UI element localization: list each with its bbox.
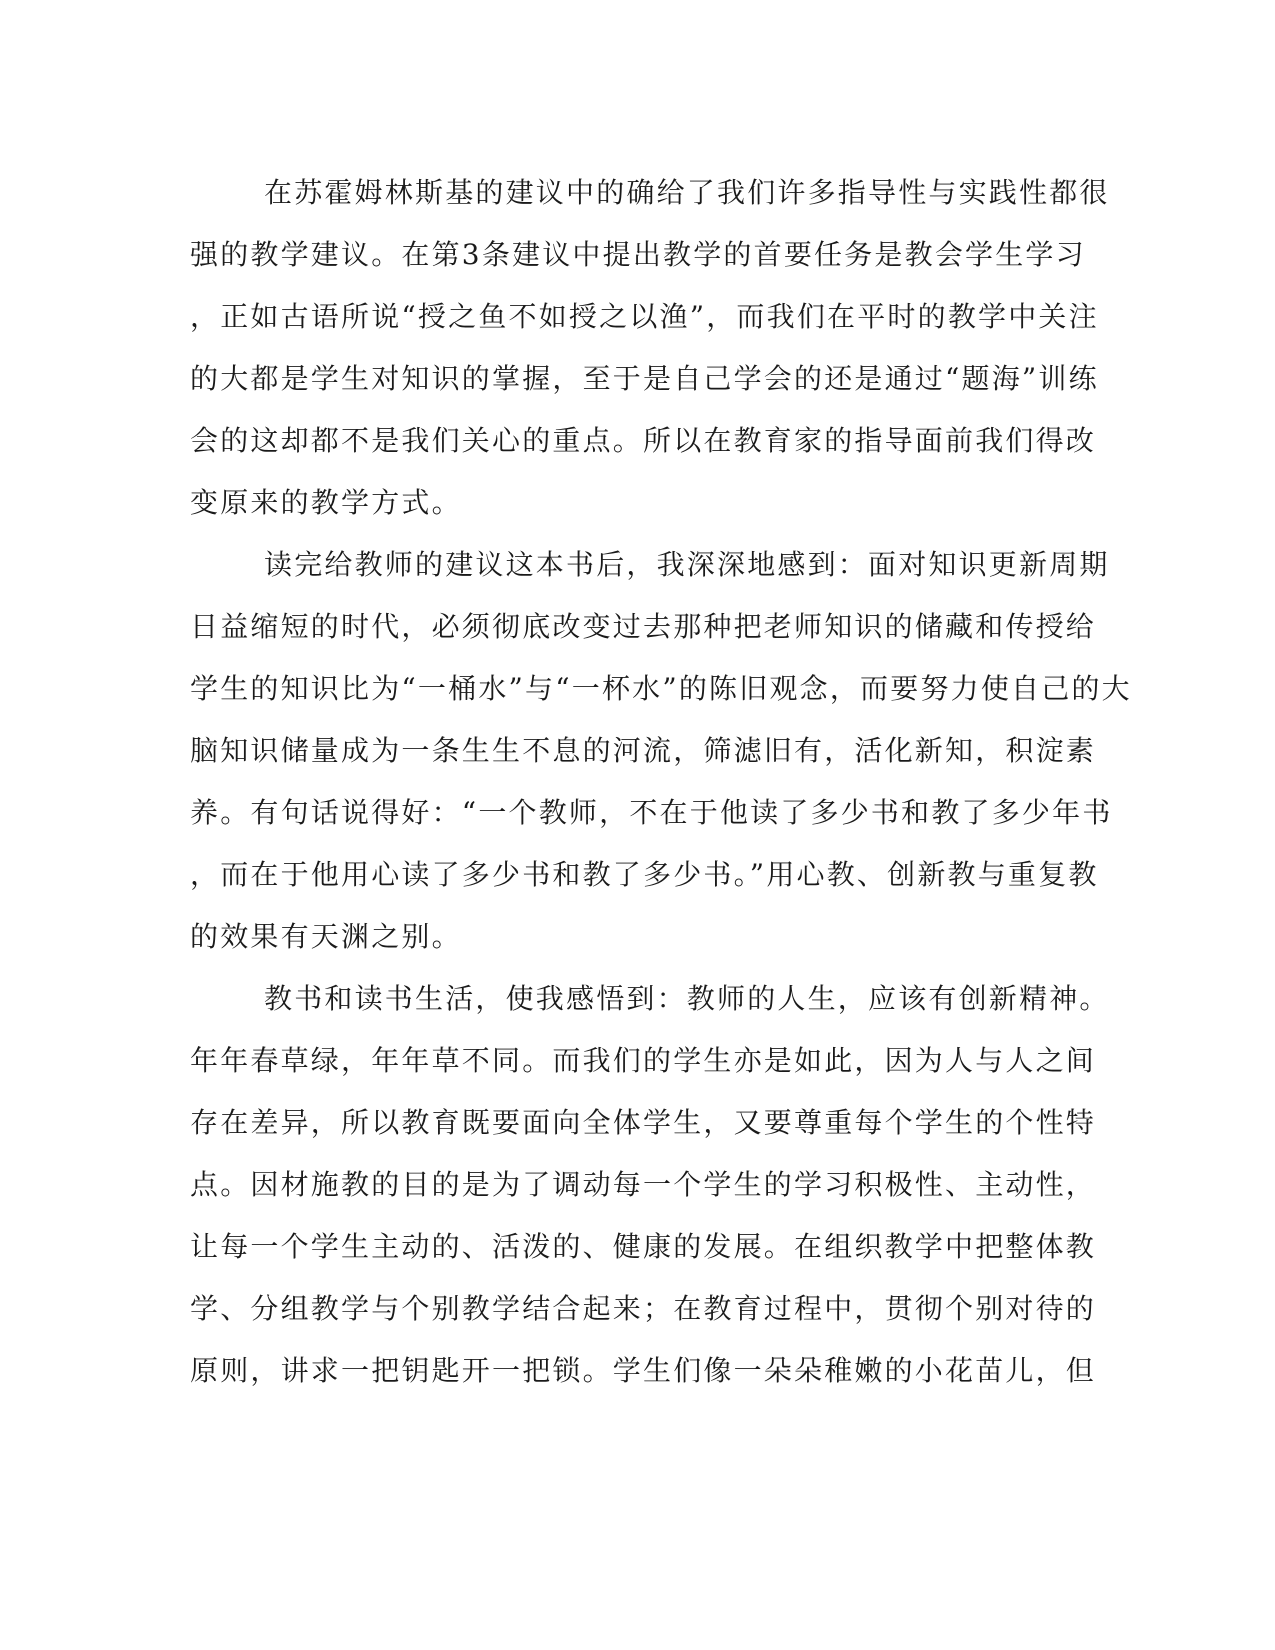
paragraph-3-line-6: 学、分组教学与个别教学结合起来；在教育过程中，贯彻个别对待的: [190, 1292, 1097, 1325]
paragraph-2-line-2: 日益缩短的时代，必须彻底改变过去那种把老师知识的储藏和传授给: [190, 610, 1097, 643]
paragraph-3-line-3: 存在差异，所以教育既要面向全体学生，又要尊重每个学生的个性特: [190, 1106, 1097, 1139]
paragraph-3-line-4: 点。因材施教的目的是为了调动每一个学生的学习积极性、主动性，: [190, 1168, 1097, 1201]
paragraph-1-line-5: 会的这却都不是我们关心的重点。所以在教育家的指导面前我们得改: [190, 424, 1097, 457]
paragraph-1-line-4: 的大都是学生对知识的掌握，至于是自己学会的还是通过“题海”训练: [190, 362, 1099, 395]
paragraph-1-line-2: 强的教学建议。在第3条建议中提出教学的首要任务是教会学生学习: [190, 238, 1086, 271]
paragraph-3-line-2: 年年春草绿，年年草不同。而我们的学生亦是如此，因为人与人之间: [190, 1044, 1097, 1077]
paragraph-1-line-1: 在苏霍姆林斯基的建议中的确给了我们许多指导性与实践性都很: [264, 176, 1110, 209]
paragraph-1-line-3: ，正如古语所说“授之鱼不如授之以渔”，而我们在平时的教学中关注: [190, 300, 1099, 333]
paragraph-3-line-7: 原则，讲求一把钥匙开一把锁。学生们像一朵朵稚嫩的小花苗儿，但: [190, 1354, 1097, 1387]
paragraph-1-line-6: 变原来的教学方式。: [190, 486, 462, 519]
paragraph-2-line-4: 脑知识储量成为一条生生不息的河流，筛滤旧有，活化新知，积淀素: [190, 734, 1097, 767]
paragraph-2-line-7: 的效果有天渊之别。: [190, 920, 462, 953]
paragraph-2-line-3: 学生的知识比为“一桶水”与“一杯水”的陈旧观念，而要努力使自己的大: [190, 672, 1132, 705]
paragraph-2-line-5: 养。有句话说得好：“一个教师，不在于他读了多少书和教了多少年书: [190, 796, 1113, 829]
paragraph-2-line-1: 读完给教师的建议这本书后，我深深地感到：面对知识更新周期: [264, 548, 1110, 581]
body-text: [190, 162, 1132, 1402]
paragraph-2-line-6: ，而在于他用心读了多少书和教了多少书。”用心教、创新教与重复教: [190, 858, 1099, 891]
paragraph-3-line-1: 教书和读书生活，使我感悟到：教师的人生，应该有创新精神。: [264, 982, 1110, 1015]
paragraph-3-line-5: 让每一个学生主动的、活泼的、健康的发展。在组织教学中把整体教: [190, 1230, 1097, 1263]
